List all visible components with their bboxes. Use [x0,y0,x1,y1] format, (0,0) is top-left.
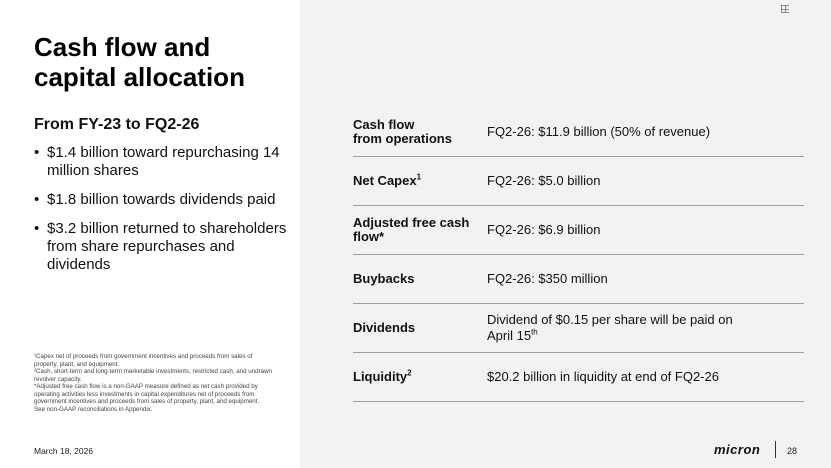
bullet-glyph: • [34,220,40,237]
grid-icon [781,5,789,13]
title-line-1: Cash flow and [34,32,211,62]
table-row [353,353,804,402]
table-row [353,108,804,157]
row-value: $20.2 billion in liquidity at end of FQ2-26 [487,369,719,384]
row-value: FQ2-26: $6.9 billion [487,222,601,237]
footnote: ²Cash, short-term and long-term marketable investments, restricted cash, and undrawn revolver capacity. [34,368,272,383]
bullet-list [34,144,294,285]
bullet-text: $3.2 billion returned to shareholders from share repurchases and dividends [47,220,287,273]
row-label: Adjusted free cash flow* [353,215,470,244]
bullet-item [34,220,294,274]
table-row [353,255,804,304]
bullet-glyph: • [34,191,40,208]
row-label: Dividends [353,320,416,335]
page-number: 28 [787,446,798,456]
footer-divider [775,441,776,458]
bullet-item [34,144,294,180]
table-row [353,206,804,255]
capital-allocation-table [353,108,804,402]
footnote: See non-GAAP reconciliations in Appendix. [34,405,153,413]
row-value: Dividend of $0.15 per share will be paid on April 15th [487,312,733,343]
slide-date: March 18, 2026 [34,446,94,456]
row-label: Cash flow from operations [353,117,452,146]
bullet-item [34,191,294,209]
title-line-2: capital allocation [34,62,245,92]
bullet-text: $1.4 billion toward repurchasing 14 million shares [47,144,280,179]
row-label: Liquidity$^2$ [353,368,412,384]
footnote: *Adjusted free cash flow is a non-GAAP measure defined as net cash provided by operating activities less investments in capital expenditures net of proceeds from government incentives and proceeds from sales of property, plant, and equipment. [34,383,260,405]
bullet-text: $1.8 billion towards dividends paid [47,191,276,208]
footnote: ¹Capex net of proceeds from government incentives and proceeds from sales of property, plant, and equipment. [34,353,253,368]
bullet-glyph: • [34,144,40,161]
footnotes [34,353,274,413]
micron-logo: micron [714,442,761,457]
subtitle: From FY-23 to FQ2-26 [34,116,200,133]
row-value: FQ2-26: $11.9 billion (50% of revenue) [487,124,711,139]
table-row [353,304,804,353]
slide-title [34,32,294,92]
table-row [353,157,804,206]
row-label: Buybacks [353,271,415,286]
row-value: FQ2-26: $5.0 billion [487,173,601,188]
row-value: FQ2-26: $350 million [487,271,608,286]
row-label: Net Capex$^1$ [353,172,422,188]
